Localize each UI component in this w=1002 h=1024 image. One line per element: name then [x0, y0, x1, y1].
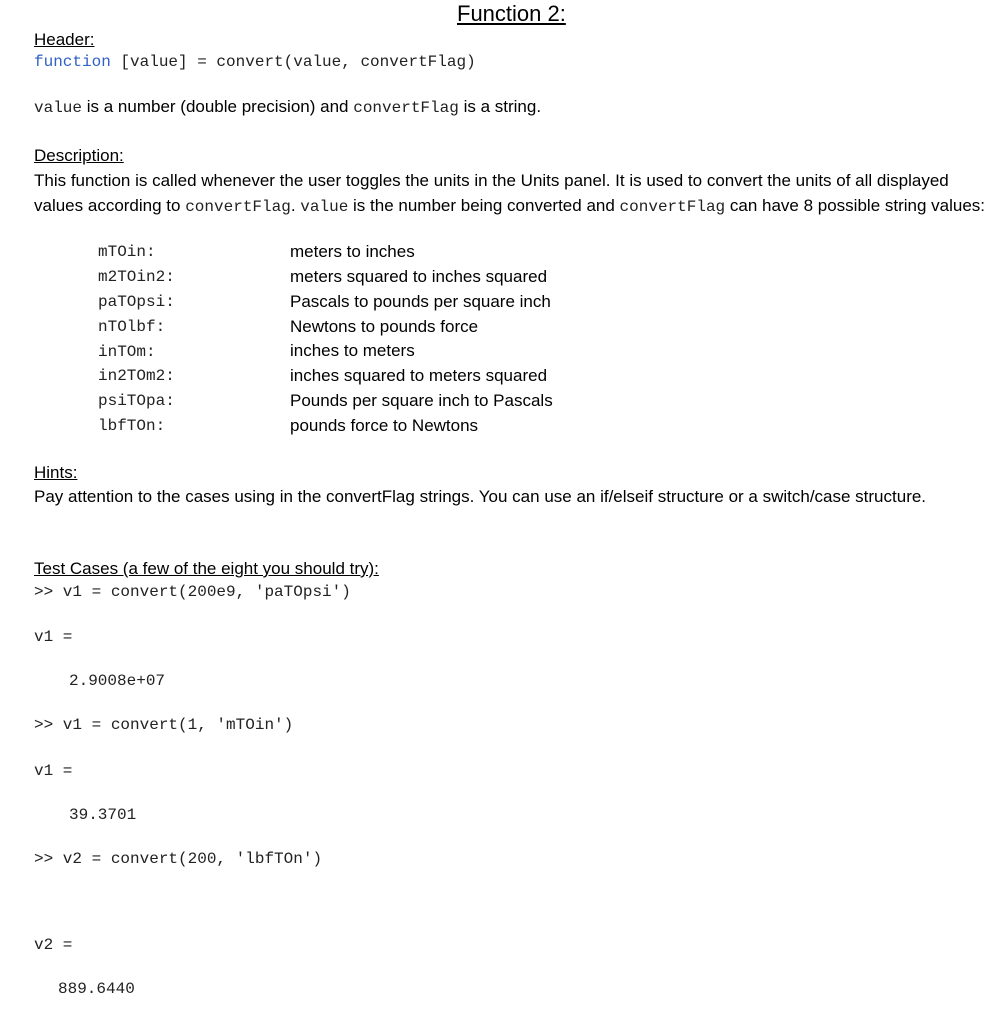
- flag-meaning: meters squared to inches squared: [290, 267, 548, 286]
- types-text-1: is a number (double precision) and: [82, 97, 354, 116]
- description-text-1: This function is called whenever the user toggles the units in the Units panel. It is used to convert the units of all displayed values according to: [34, 171, 949, 215]
- flag-name: lbfTOn:: [98, 417, 166, 435]
- test-output-label-2: v1 =: [34, 762, 73, 780]
- description-code-1: convertFlag: [185, 197, 291, 216]
- test-cases-label: Test Cases (a few of the eight you should try):: [34, 559, 379, 578]
- flag-name: paTOpsi:: [98, 293, 175, 311]
- hints-label: Hints:: [34, 463, 78, 482]
- test-output-label-1: v1 =: [34, 628, 73, 646]
- flag-name: psiTOpa:: [98, 392, 175, 410]
- description-text-4: can have 8 possible string values:: [725, 195, 986, 215]
- signature-text: [value] = convert(value, convertFlag): [110, 53, 476, 71]
- flag-name: m2TOin2:: [98, 268, 175, 286]
- flag-meaning: Pounds per square inch to Pascals: [290, 391, 553, 410]
- header-label: Header:: [34, 30, 95, 49]
- flag-name: nTOlbf:: [98, 318, 166, 336]
- test-command-1: >> v1 = convert(200e9, 'paTOpsi'): [34, 583, 351, 601]
- function-keyword: function: [34, 53, 111, 71]
- description-text-2: .: [290, 195, 301, 215]
- types-text-2: is a string.: [458, 97, 542, 116]
- types-line: [34, 97, 541, 117]
- flag-meaning: Pascals to pounds per square inch: [290, 292, 551, 311]
- value-code: value: [34, 99, 83, 117]
- flag-meaning: pounds force to Newtons: [290, 416, 479, 435]
- flag-meaning: inches to meters: [290, 341, 415, 360]
- description-code-3: convertFlag: [619, 197, 726, 216]
- test-output-value-3: 889.6440: [58, 980, 135, 998]
- convertflag-code: convertFlag: [353, 99, 459, 117]
- flag-meaning: meters to inches: [290, 242, 415, 261]
- flag-name: mTOin:: [98, 243, 156, 261]
- test-command-2: >> v1 = convert(1, 'mTOin'): [34, 716, 294, 734]
- flag-meaning: inches squared to meters squared: [290, 366, 548, 385]
- description-paragraph: [34, 169, 989, 219]
- test-output-value-1: 2.9008e+07: [69, 672, 166, 690]
- test-command-3: >> v2 = convert(200, 'lbfTOn'): [34, 850, 323, 868]
- function-signature: [34, 53, 476, 71]
- hints-text: Pay attention to the cases using in the convertFlag strings. You can use an if/elseif structure or a switch/case structure.: [34, 487, 927, 506]
- flag-name: inTOm:: [98, 343, 156, 361]
- flag-name: in2TOm2:: [98, 367, 175, 385]
- page-title: Function 2:: [457, 1, 566, 26]
- description-text-3: is the number being converted and: [348, 195, 620, 215]
- description-code-2: value: [300, 197, 349, 216]
- test-output-label-3: v2 =: [34, 936, 73, 954]
- description-label: Description:: [34, 146, 124, 165]
- test-output-value-2: 39.3701: [69, 806, 137, 824]
- flag-meaning: Newtons to pounds force: [290, 317, 479, 336]
